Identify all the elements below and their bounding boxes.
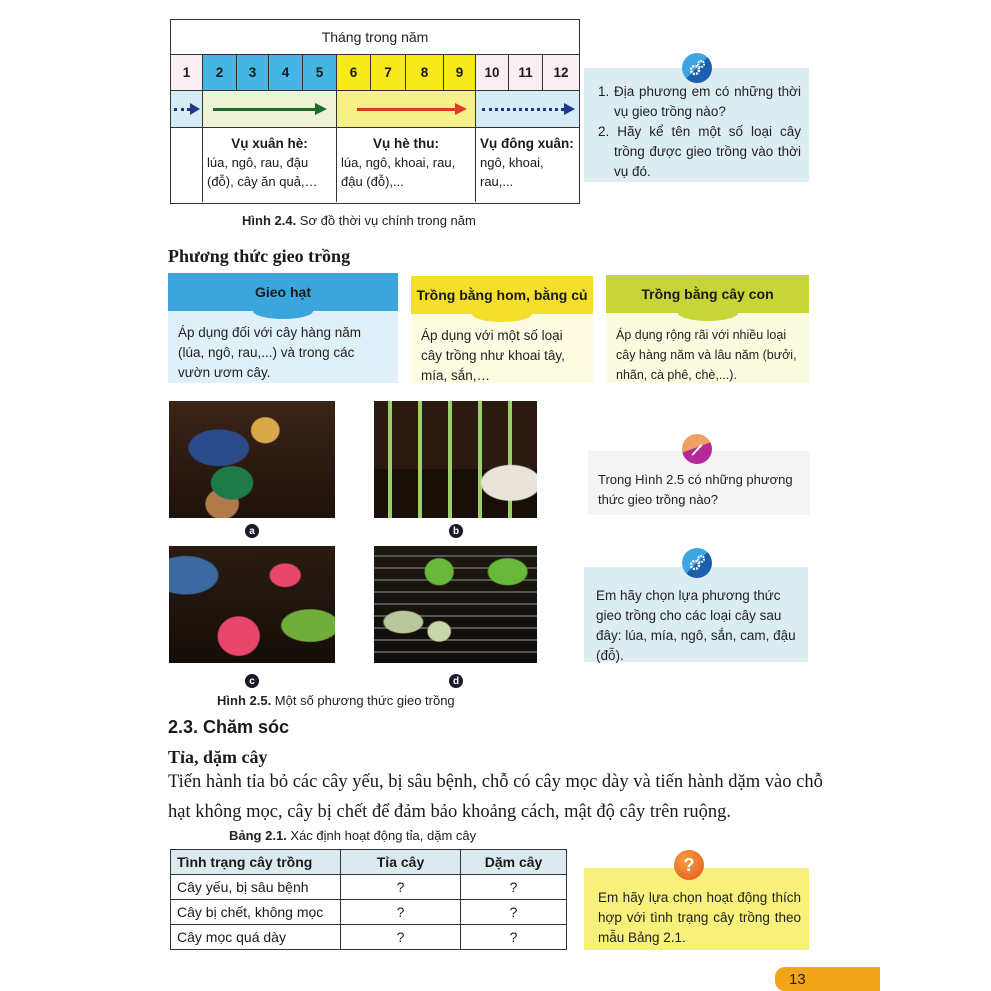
photo-label-c: c — [245, 674, 259, 688]
photo-label-b: b — [449, 524, 463, 538]
pencil-icon — [682, 434, 712, 464]
season-crops: ngô, khoai, rau,... — [480, 155, 544, 189]
caption-label: Hình 2.5. — [217, 693, 272, 708]
caption-label: Hình 2.4. — [242, 213, 297, 228]
month-9: 9 — [444, 55, 476, 90]
season-name: Vụ xuân hè: — [231, 136, 308, 151]
month-row — [171, 55, 579, 91]
month-5: 5 — [303, 55, 337, 90]
season-crops: lúa, ngô, khoai, rau, đậu (đỗ),... — [341, 155, 456, 189]
table-row — [171, 900, 567, 925]
table-cell: ? — [461, 900, 567, 925]
red-arrow-line — [357, 108, 457, 111]
table-header-row — [171, 850, 567, 875]
figure-2-4-caption — [242, 213, 476, 228]
calendar-header: Tháng trong năm — [171, 20, 579, 55]
month-12: 12 — [543, 55, 579, 90]
table-row — [171, 875, 567, 900]
section-heading-care: 2.3. Chăm sóc — [168, 717, 290, 737]
table-cell: ? — [461, 875, 567, 900]
season-name: Vụ đông xuân: — [480, 136, 574, 151]
season-name: Vụ hè thu: — [373, 136, 439, 151]
month-10: 10 — [476, 55, 509, 90]
table-cell: Cây bị chết, không mọc — [171, 900, 341, 925]
dotted-line — [174, 108, 190, 111]
summer-autumn-arrow — [337, 91, 476, 127]
photo-label-d: d — [449, 674, 463, 688]
activity-callout-3: Em hãy chọn lựa phương thức gieo trồng cho các loại cây sau đây: lúa, mía, ngô, sắn, cam, đậu (đỗ). — [584, 567, 808, 662]
table-2-1-caption — [229, 828, 476, 843]
caption-label: Bảng 2.1. — [229, 828, 287, 843]
season-arrows-row — [171, 91, 579, 128]
question-2: 2. Hãy kể tên một số loại cây trồng được gieo trồng vào thời vụ đó. — [598, 124, 801, 179]
table-cell: Cây yếu, bị sâu bệnh — [171, 875, 341, 900]
method-card-seedling — [606, 275, 809, 383]
table-cell: ? — [341, 925, 461, 950]
photo-a-potato-planting — [169, 401, 335, 518]
month-7: 7 — [371, 55, 406, 90]
season-crops: lúa, ngô, rau, đậu (đỗ), cây ăn quả,… — [207, 155, 318, 189]
card-title: Trồng bằng cây con — [606, 275, 809, 313]
card-title: Trồng bằng hom, bằng củ — [411, 276, 593, 314]
green-arrow-line — [213, 108, 317, 111]
season-calendar-diagram — [170, 19, 580, 204]
month-1: 1 — [171, 55, 203, 90]
card-body: Áp dụng với một số loại cây trồng như khoai tây, mía, sắn,… — [421, 328, 565, 383]
thinning-table — [170, 849, 567, 950]
table-cell: Cây mọc quá dày — [171, 925, 341, 950]
column-header: Tỉa cây — [341, 850, 461, 875]
table-row — [171, 925, 567, 950]
column-header: Tình trạng cây trồng — [171, 850, 341, 875]
gears-icon — [682, 548, 712, 578]
month-6: 6 — [337, 55, 371, 90]
photo-b-seed-sowing — [374, 401, 537, 518]
activity-callout-2: Trong Hình 2.5 có những phương thức gieo trồng nào? — [588, 451, 810, 515]
photo-c-seedling-transplant — [169, 546, 335, 663]
question-1: 1. Địa phương em có những thời vụ gieo trồng nào? — [598, 84, 801, 119]
section-heading-methods: Phương thức gieo trồng — [168, 246, 351, 266]
table-cell: ? — [341, 875, 461, 900]
winter-spring-arrow-tail — [171, 91, 203, 127]
month-2: 2 — [203, 55, 237, 90]
figure-2-5-caption — [217, 693, 455, 708]
green-arrow-head-icon — [315, 103, 327, 115]
red-arrow-head-icon — [455, 103, 467, 115]
gears-icon — [682, 53, 712, 83]
method-card-seed — [168, 273, 398, 383]
caption-text: Xác định hoạt động tỉa, dặm cây — [286, 828, 477, 843]
month-4: 4 — [269, 55, 303, 90]
activity-callout-1 — [584, 68, 809, 182]
photo-d-sugarcane-cuttings — [374, 546, 537, 663]
winter-spring-arrow — [476, 91, 579, 127]
arrow-head-icon — [190, 103, 200, 115]
dotted-line — [482, 108, 564, 111]
page-number: 13 — [775, 967, 880, 991]
caption-text: Một số phương thức gieo trồng — [271, 693, 455, 708]
photo-label-a: a — [245, 524, 259, 538]
season-description-row — [171, 128, 579, 202]
season-spring-summer — [203, 128, 337, 202]
arrow-head-icon — [564, 103, 575, 115]
method-card-cutting — [411, 276, 593, 383]
card-body: Áp dụng rộng rãi với nhiều loại cây hàng năm và lâu năm (bưởi, nhãn, cà phê, chè,...). — [616, 328, 797, 382]
activity-callout-4: Em hãy lựa chọn hoạt động thích hợp với tình trạng cây trồng theo mẫu Bảng 2.1. — [584, 868, 809, 950]
month-3: 3 — [237, 55, 269, 90]
season-winter-spring — [476, 128, 579, 202]
season-summer-autumn — [337, 128, 476, 202]
spring-summer-arrow — [203, 91, 337, 127]
question-icon: ? — [674, 850, 704, 880]
table-cell: ? — [341, 900, 461, 925]
subheading-thinning: Tỉa, dặm cây — [168, 747, 268, 767]
month-8: 8 — [406, 55, 444, 90]
caption-text: Sơ đồ thời vụ chính trong năm — [296, 213, 476, 228]
care-paragraph: Tiến hành tỉa bỏ các cây yếu, bị sâu bệnh, chỗ có cây mọc dày và tiến hành dặm vào chỗ hạt không mọc, cây bị chết để đảm bảo khoảng cách, mật độ cây trên ruộng. — [168, 772, 823, 822]
month-11: 11 — [509, 55, 543, 90]
card-title: Gieo hạt — [168, 273, 398, 311]
column-header: Dặm cây — [461, 850, 567, 875]
empty-cell — [171, 128, 203, 202]
card-body: Áp dụng đối với cây hàng năm (lúa, ngô, rau,...) và trong các vườn ươm cây. — [178, 325, 361, 380]
table-cell: ? — [461, 925, 567, 950]
